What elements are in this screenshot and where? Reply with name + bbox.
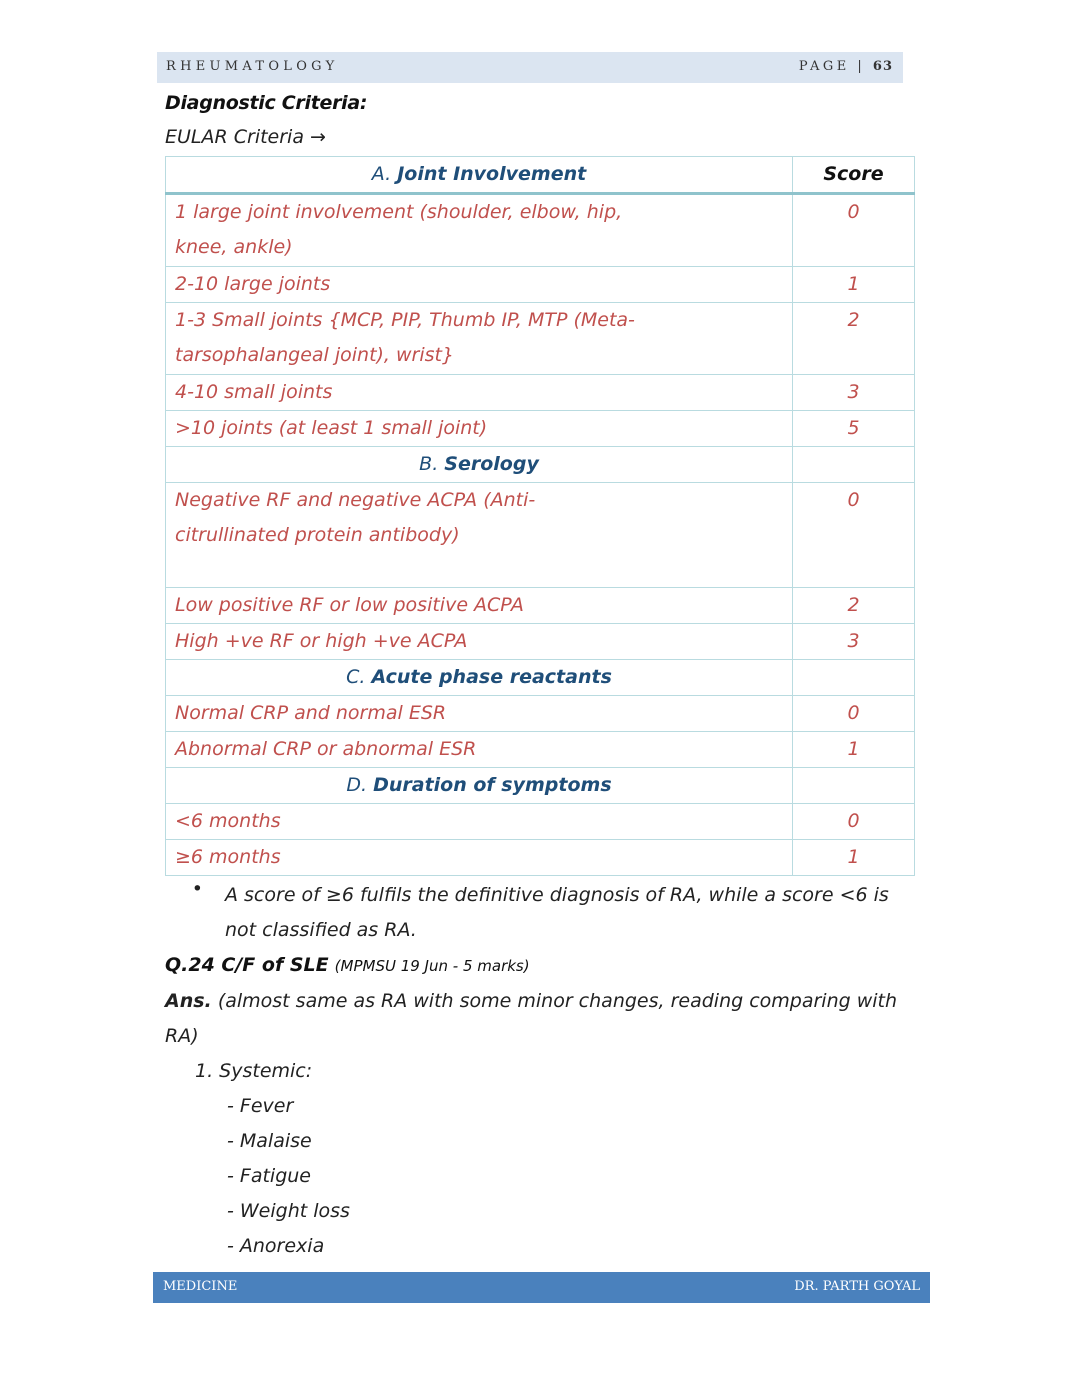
criterion-cell: Low positive RF or low positive ACPA [166, 588, 793, 624]
table-row [166, 840, 915, 876]
page-content [165, 86, 917, 1264]
score-cell: 1 [793, 267, 915, 303]
table-section-header [166, 447, 915, 483]
question-title: Q.24 C/F of SLE [165, 954, 329, 976]
list-subitem: - Fever [227, 1095, 294, 1117]
section-title: D. Duration of symptoms [166, 768, 793, 804]
criterion-cell: >10 joints (at least 1 small joint) [166, 411, 793, 447]
score-cell: 2 [793, 303, 915, 375]
criterion-cell: Normal CRP and normal ESR [166, 696, 793, 732]
score-cell: 0 [793, 804, 915, 840]
page-number: 63 [872, 59, 893, 74]
score-column-header: Score [793, 157, 915, 194]
question-heading [165, 948, 917, 984]
table-section-header [166, 768, 915, 804]
table-row [166, 588, 915, 624]
criterion-cell: 1 large joint involvement (shoulder, elbow, hip, knee, ankle) [166, 194, 793, 267]
page-footer [153, 1272, 930, 1303]
score-cell: 3 [793, 624, 915, 660]
table-row [166, 303, 915, 375]
table-row [166, 375, 915, 411]
score-cell-empty [793, 660, 915, 696]
section-title: C. Acute phase reactants [166, 660, 793, 696]
table-row [166, 732, 915, 768]
table-row [166, 267, 915, 303]
score-cell: 2 [793, 588, 915, 624]
score-cell: 3 [793, 375, 915, 411]
subheading-eular: EULAR Criteria → [165, 126, 326, 148]
score-cell: 5 [793, 411, 915, 447]
bullet-icon: • [191, 878, 203, 900]
answer-paragraph [165, 984, 905, 1054]
table-row [166, 696, 915, 732]
list-subitem: - Fatigue [227, 1165, 311, 1187]
criterion-cell: 4-10 small joints [166, 375, 793, 411]
footer-subject: MEDICINE [163, 1279, 238, 1294]
question-source: (MPMSU 19 Jun - 5 marks) [334, 957, 530, 975]
note-text: A score of ≥6 fulfils the definitive diagnosis of RA, while a score <6 is not classified as RA. [225, 884, 889, 941]
header-page-indicator [799, 59, 893, 74]
table-row [166, 624, 915, 660]
section-title: B. Serology [166, 447, 793, 483]
score-cell-empty [793, 447, 915, 483]
answer-text: (almost same as RA with some minor changes, reading comparing with RA) [165, 990, 898, 1047]
score-cell: 1 [793, 840, 915, 876]
score-cell: 0 [793, 696, 915, 732]
list-subitem: - Anorexia [227, 1235, 325, 1257]
criterion-cell: ≥6 months [166, 840, 793, 876]
table-row [166, 804, 915, 840]
footer-author: DR. PARTH GOYAL [794, 1279, 920, 1294]
section-title: A. Joint Involvement [166, 157, 793, 194]
list-subitem: - Weight loss [227, 1200, 350, 1222]
page-label: PAGE | [798, 59, 866, 74]
table-row [166, 194, 915, 267]
eular-criteria-table [165, 156, 915, 876]
list-subitem: - Malaise [227, 1130, 312, 1152]
list-item-systemic: 1. Systemic: [195, 1060, 313, 1082]
header-section-title: RHEUMATOLOGY [166, 59, 339, 74]
heading-diagnostic-criteria: Diagnostic Criteria: [165, 92, 368, 114]
table-row [166, 483, 915, 588]
criterion-cell: High +ve RF or high +ve ACPA [166, 624, 793, 660]
table-section-header [166, 660, 915, 696]
criterion-cell: 1-3 Small joints {MCP, PIP, Thumb IP, MTP (Meta-tarsophalangeal joint), wrist} [166, 303, 793, 375]
criterion-cell: <6 months [166, 804, 793, 840]
answer-label: Ans. [165, 990, 212, 1012]
table-row [166, 411, 915, 447]
score-cell: 0 [793, 483, 915, 588]
table-section-header [166, 157, 915, 194]
score-cell: 1 [793, 732, 915, 768]
criterion-cell: Negative RF and negative ACPA (Anti-citrullinated protein antibody) [166, 483, 793, 588]
score-cell-empty [793, 768, 915, 804]
page-header [157, 52, 903, 83]
criterion-cell: 2-10 large joints [166, 267, 793, 303]
score-note [165, 878, 917, 948]
score-cell: 0 [793, 194, 915, 267]
criterion-cell: Abnormal CRP or abnormal ESR [166, 732, 793, 768]
